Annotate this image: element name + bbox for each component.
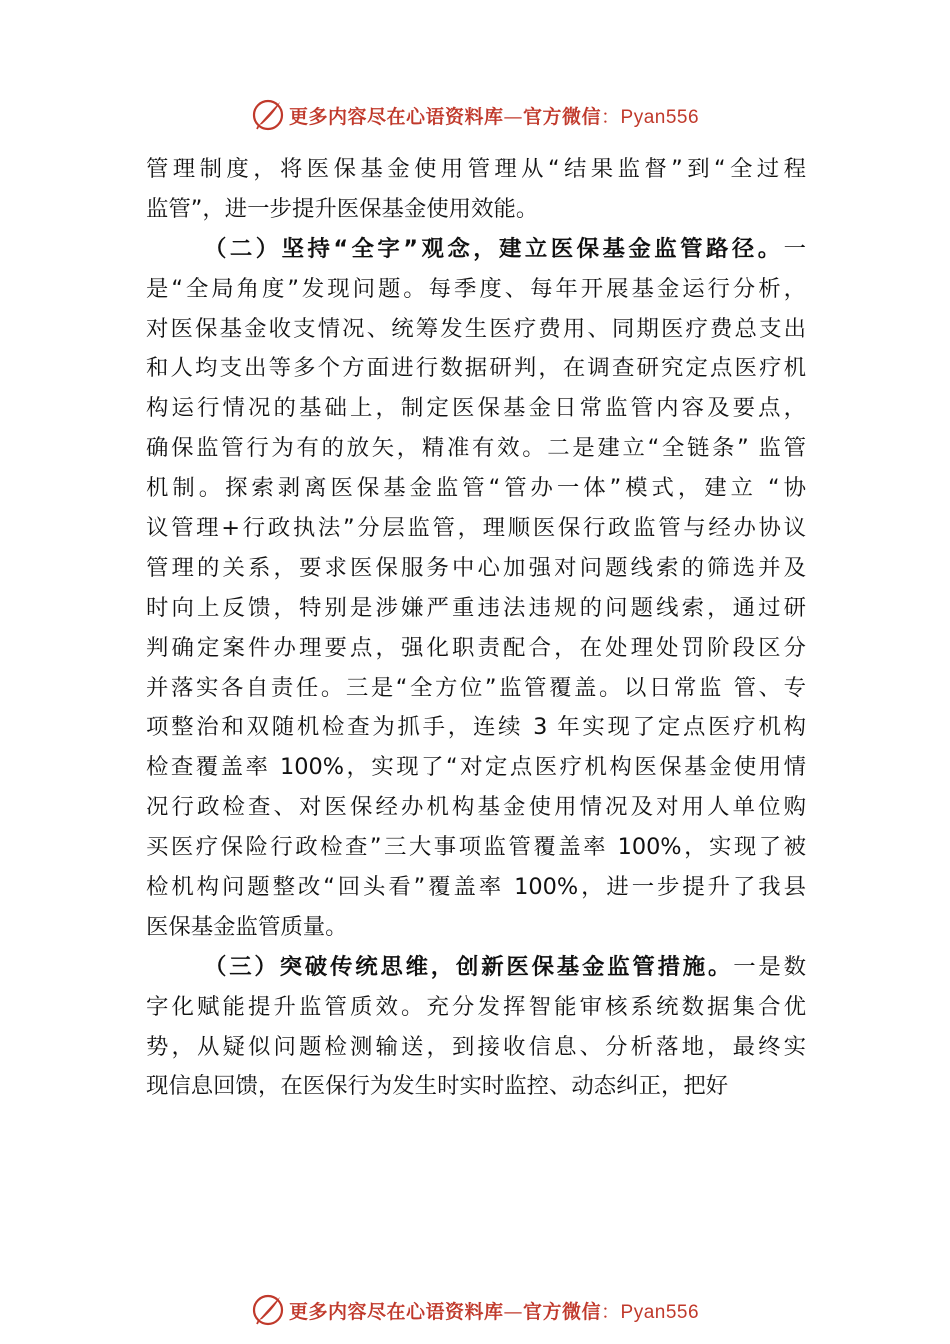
text-line: 势，从疑似问题检测输送，到接收信息、分析落地，最终实 [146,1033,806,1060]
text-line: 议管理+行政执法”分层监管，理顺医保行政监管与经办协议 [146,515,806,542]
banner-text: 更多内容尽在心语资料库—官方微信：Pyan556 [288,105,700,128]
heading-continuation: 一 [783,235,806,262]
text-line: 检机构问题整改“回头看”覆盖率 100%，进一步提升了我县 [146,874,806,901]
text-line: 是“全局角度”发现问题。每季度、每年开展基金运行分析， [146,275,806,302]
quill-logo-icon [251,1293,285,1327]
text-line: 检查覆盖率 100%，实现了“对定点医疗机构医保基金使用情 [146,754,806,781]
heading-continuation: 一是数 [733,953,806,980]
text-line: 并落实各自责任。三是“全方位”监管覆盖。以日常监 管、专 [146,674,806,701]
footer-banner [0,1290,950,1330]
text-line: 监管”，进一步提升医保基金使用效能。 [146,195,539,222]
text-line: 判确定案件办理要点，强化职责配合，在处理处罚阶段区分 [146,634,806,661]
text-line: 机制。探索剥离医保基金监管“管办一体”模式，建立 “协 [146,475,806,502]
section-heading-line [146,948,806,988]
body-text [146,150,806,1107]
section-heading: （三）突破传统思维，创新医保基金监管措施。 [204,953,734,980]
text-line: 医保基金监管质量。 [146,913,348,940]
section-heading: （二）坚持“全字”观念，建立医保基金监管路径。 [204,235,784,262]
text-line: 管理制度，将医保基金使用管理从“结果监督”到“全过程 [146,156,806,182]
header-banner [0,95,950,135]
text-line: 对医保基金收支情况、统筹发生医疗费用、同期医疗费总支出 [146,315,806,342]
banner-text: 更多内容尽在心语资料库—官方微信：Pyan556 [288,1300,700,1323]
text-line: 和人均支出等多个方面进行数据研判，在调查研究定点医疗机 [146,355,806,382]
text-line: 项整治和双随机检查为抓手，连续 3 年实现了定点医疗机构 [146,714,806,741]
text-line: 确保监管行为有的放矢，精准有效。二是建立“全链条” 监管 [146,435,806,462]
text-line: 管理的关系，要求医保服务中心加强对问题线索的筛选并及 [146,554,806,581]
text-line: 买医疗保险行政检查”三大事项监管覆盖率 100%，实现了被 [146,834,806,861]
text-line: 现信息回馈，在医保行为发生时实时监控、动态纠正，把好 [146,1073,729,1100]
text-line: 字化赋能提升监管质效。充分发挥智能审核系统数据集合优 [146,993,806,1020]
text-line: 时向上反馈，特别是涉嫌严重违法违规的问题线索，通过研 [146,594,806,621]
quill-logo-icon [251,98,285,132]
text-line: 况行政检查、对医保经办机构基金使用情况及对用人单位购 [146,794,806,821]
section-heading-line [146,230,806,270]
text-line: 构运行情况的基础上，制定医保基金日常监管内容及要点， [146,395,806,422]
